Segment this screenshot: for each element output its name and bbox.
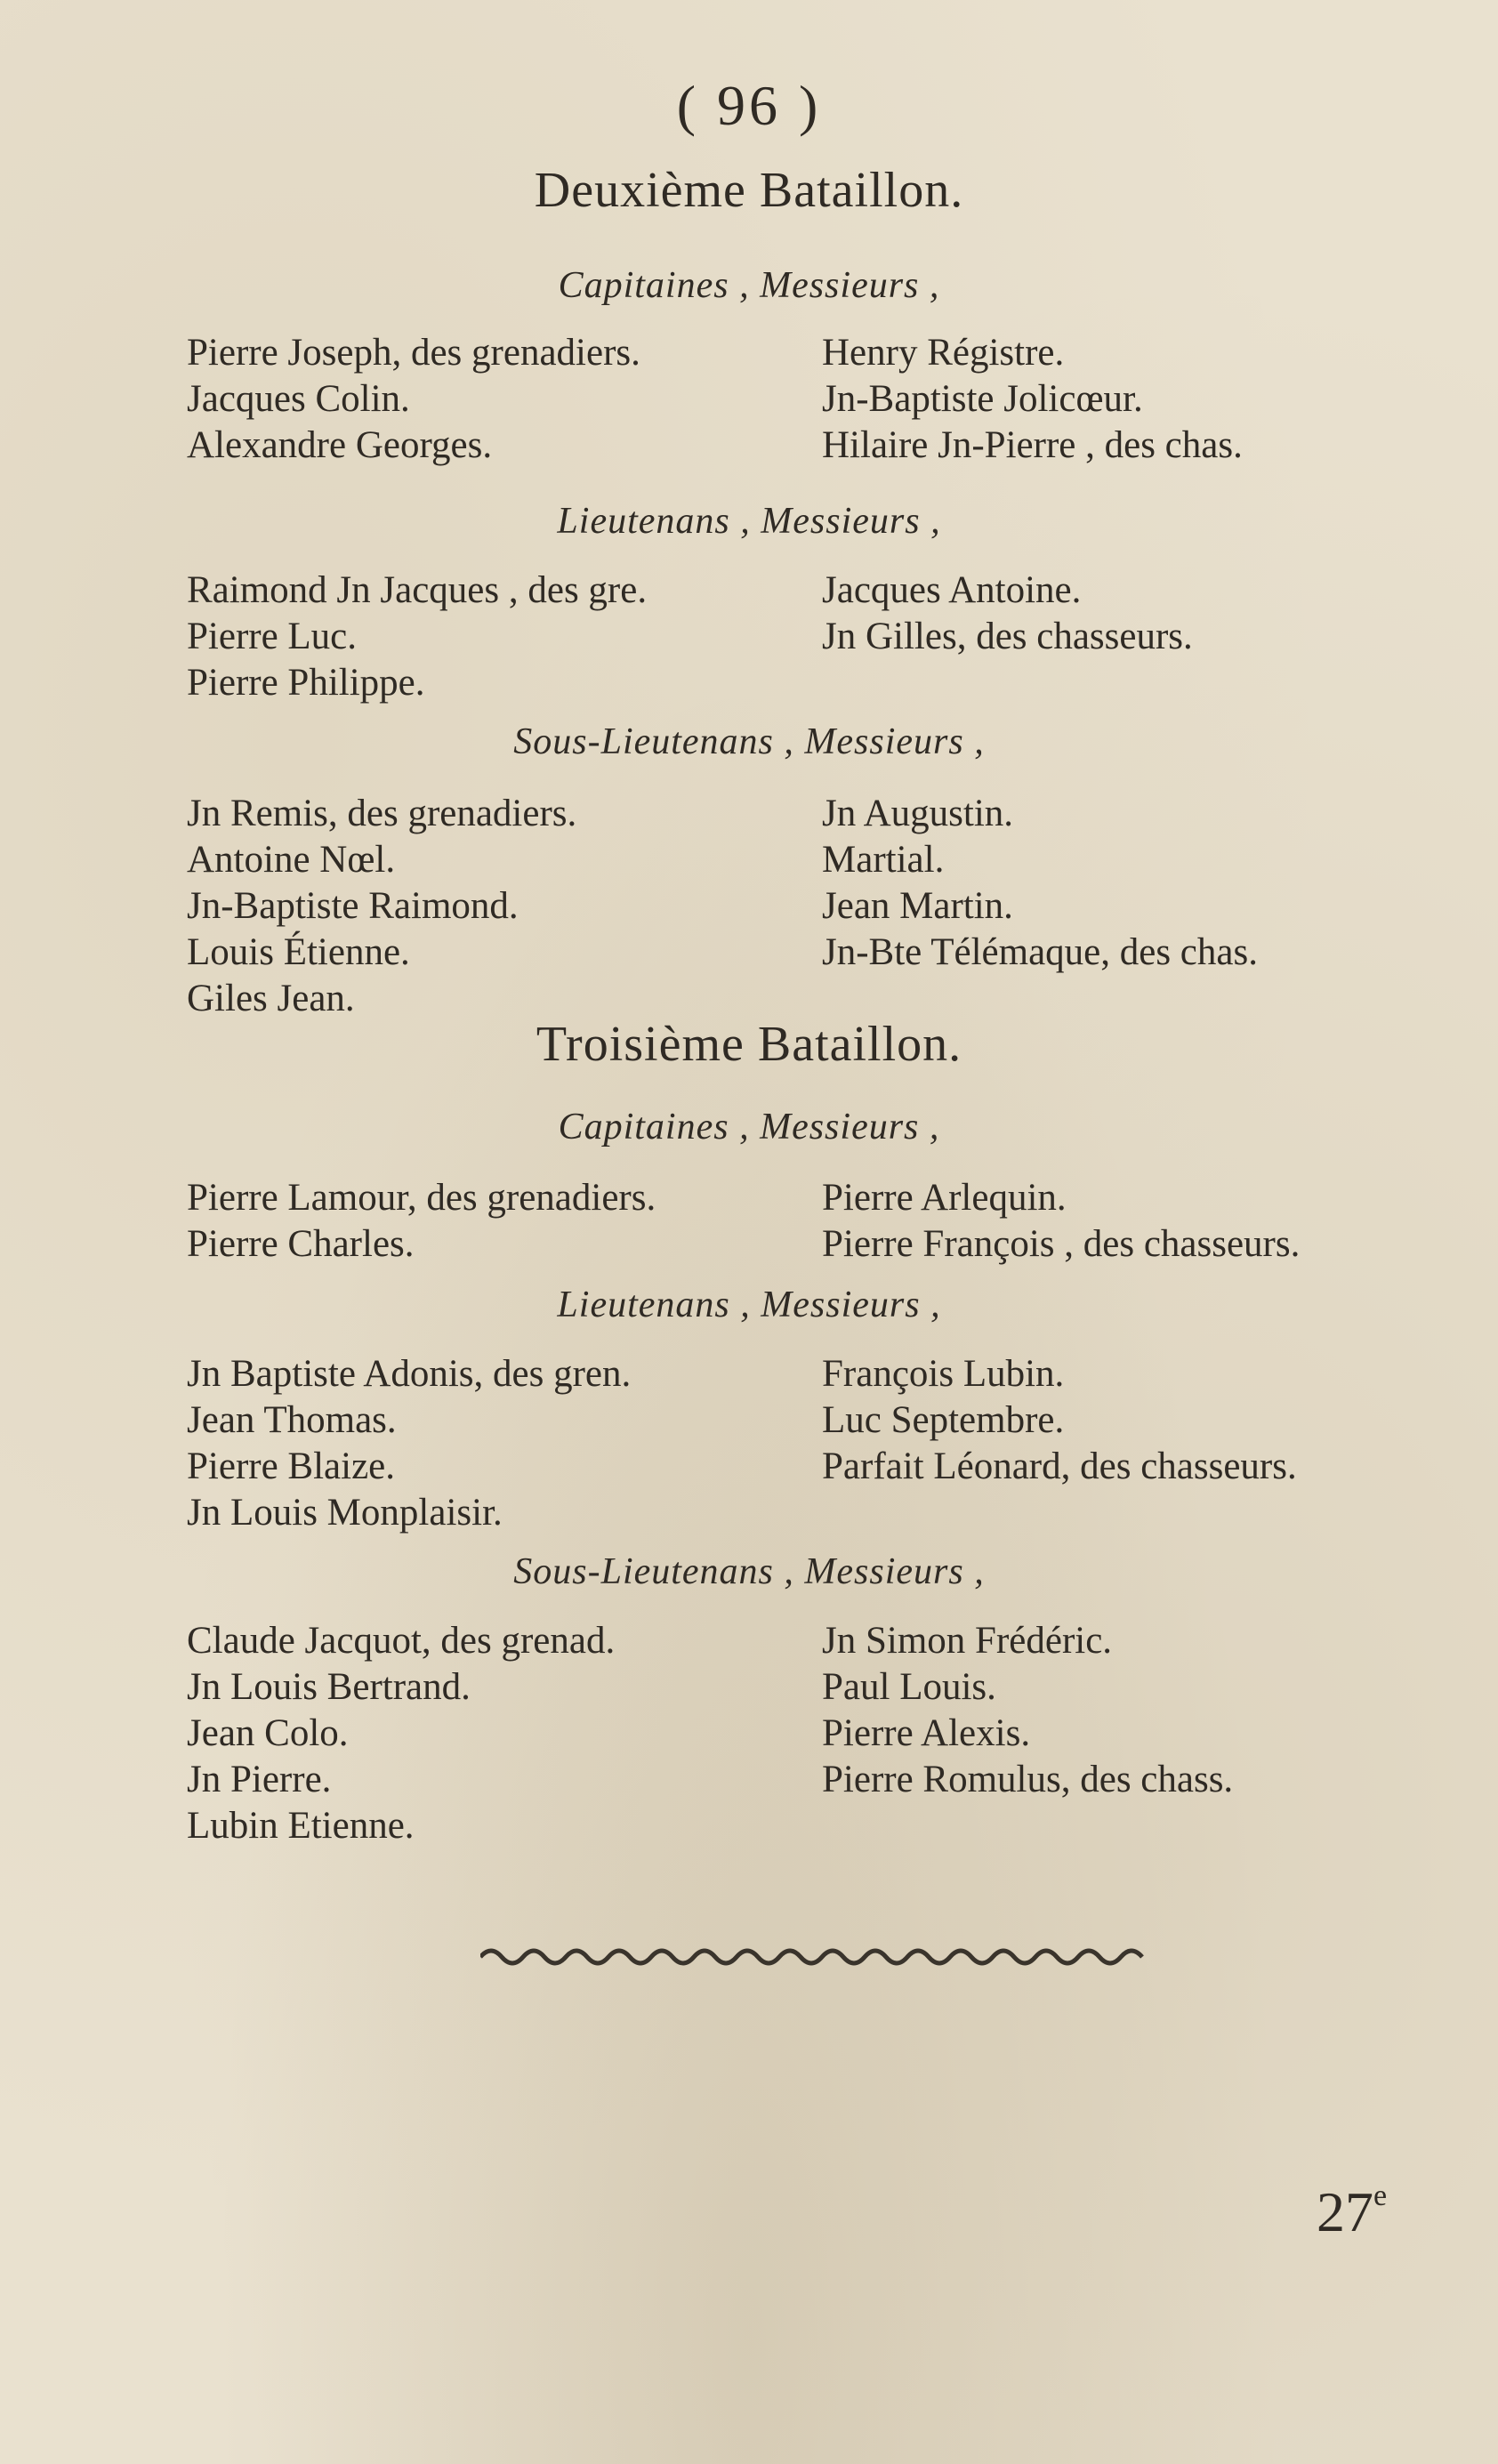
officer-name: Pierre Luc. — [187, 616, 358, 657]
signature-superscript: e — [1373, 2179, 1388, 2212]
rank-heading-capitaines: Capitaines , Messieurs , — [558, 1107, 940, 1147]
officer-name: Hilaire Jn-Pierre , des chas. — [822, 424, 1243, 466]
officer-name: Jacques Colin. — [187, 378, 410, 420]
officer-name: Pierre Alexis. — [822, 1712, 1031, 1754]
officer-name: Giles Jean. — [187, 978, 355, 1019]
officer-name: Raimond Jn Jacques , des gre. — [187, 569, 648, 611]
signature-mark — [1317, 2179, 1387, 2245]
officer-name: Jn Remis, des grenadiers. — [187, 793, 577, 834]
officer-name: Pierre Philippe. — [187, 662, 425, 704]
officer-name: Martial. — [822, 839, 945, 881]
officer-name: Claude Jacquot, des grenad. — [187, 1620, 616, 1662]
rank-heading-lieutenans: Lieutenans , Messieurs , — [557, 1284, 941, 1325]
officer-name: Jn Gilles, des chasseurs. — [822, 616, 1193, 657]
officer-name: Pierre Romulus, des chass. — [822, 1759, 1234, 1800]
rank-heading-sous-lieutenans: Sous-Lieutenans , Messieurs , — [513, 1551, 985, 1592]
section-title-troisieme-bataillon: Troisième Bataillon. — [536, 1017, 962, 1072]
officer-name: Henry Régistre. — [822, 332, 1065, 374]
decorative-rule-ornament — [480, 1939, 1148, 1975]
rank-heading-capitaines: Capitaines , Messieurs , — [558, 265, 940, 306]
section-title-deuxieme-bataillon: Deuxième Bataillon. — [534, 163, 964, 218]
officer-name: Jn-Baptiste Jolicœur. — [822, 378, 1143, 420]
officer-name: François Lubin. — [822, 1353, 1065, 1395]
officer-name: Jn Louis Monplaisir. — [187, 1492, 503, 1534]
officer-name: Pierre Charles. — [187, 1223, 415, 1265]
officer-name: Jean Martin. — [822, 885, 1013, 927]
officer-name: Jean Thomas. — [187, 1399, 397, 1441]
officer-name: Pierre Arlequin. — [822, 1177, 1067, 1219]
officer-name: Parfait Léonard, des chasseurs. — [822, 1445, 1297, 1487]
officer-name: Jn-Baptiste Raimond. — [187, 885, 519, 927]
officer-name: Jn Augustin. — [822, 793, 1014, 834]
officer-name: Pierre François , des chasseurs. — [822, 1223, 1301, 1265]
rank-heading-lieutenans: Lieutenans , Messieurs , — [557, 501, 941, 542]
officer-name: Pierre Lamour, des grenadiers. — [187, 1177, 656, 1219]
officer-name: Pierre Joseph, des grenadiers. — [187, 332, 640, 374]
officer-name: Jn Simon Frédéric. — [822, 1620, 1113, 1662]
signature-number: 27 — [1317, 2180, 1373, 2243]
officer-name: Jacques Antoine. — [822, 569, 1082, 611]
page-number: ( 96 ) — [676, 74, 822, 137]
officer-name: Jn Baptiste Adonis, des gren. — [187, 1353, 632, 1395]
officer-name: Paul Louis. — [822, 1666, 996, 1708]
officer-name: Pierre Blaize. — [187, 1445, 396, 1487]
officer-name: Jn Pierre. — [187, 1759, 332, 1800]
officer-name: Alexandre Georges. — [187, 424, 493, 466]
officer-name: Lubin Etienne. — [187, 1805, 415, 1847]
rank-heading-sous-lieutenans: Sous-Lieutenans , Messieurs , — [513, 721, 985, 762]
officer-name: Jean Colo. — [187, 1712, 349, 1754]
officer-name: Luc Septembre. — [822, 1399, 1065, 1441]
officer-name: Louis Étienne. — [187, 931, 410, 973]
officer-name: Jn-Bte Télémaque, des chas. — [822, 931, 1258, 973]
officer-name: Jn Louis Bertrand. — [187, 1666, 471, 1708]
officer-name: Antoine Nœl. — [187, 839, 396, 881]
